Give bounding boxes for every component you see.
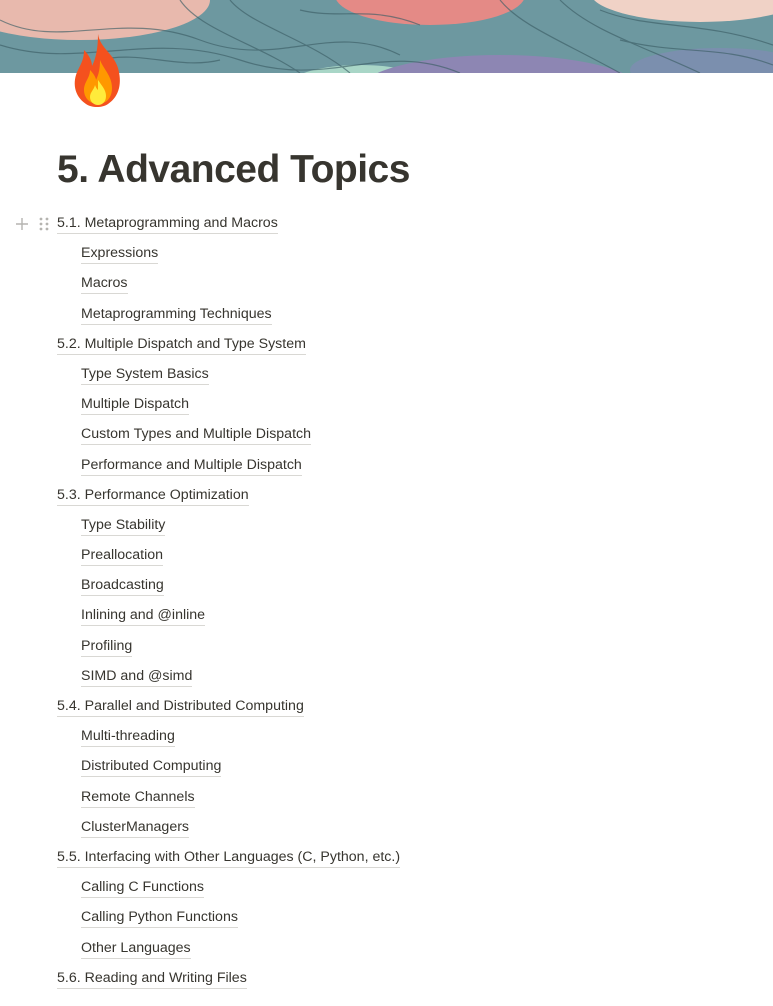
toc-heading-link[interactable]: 5.6. Reading and Writing Files xyxy=(57,969,247,989)
toc-heading-link[interactable]: 5.5. Interfacing with Other Languages (C, Python, etc.) xyxy=(57,848,400,868)
toc-subheading-link[interactable]: Remote Channels xyxy=(81,788,195,808)
toc-row xyxy=(0,299,773,329)
toc-row xyxy=(0,751,773,781)
toc-subheading-link[interactable]: SIMD and @simd xyxy=(81,667,192,687)
toc-row xyxy=(0,661,773,691)
toc-row xyxy=(0,691,773,721)
toc-heading-link[interactable]: 5.1. Metaprogramming and Macros xyxy=(57,214,278,234)
toc-row xyxy=(0,963,773,993)
toc-row xyxy=(0,540,773,570)
toc-heading-link[interactable]: 5.3. Performance Optimization xyxy=(57,486,249,506)
toc-subheading-link[interactable]: Metaprogramming Techniques xyxy=(81,305,272,325)
toc-row xyxy=(0,933,773,963)
toc-row xyxy=(0,480,773,510)
toc-row xyxy=(0,721,773,751)
toc-row xyxy=(0,359,773,389)
drag-handle-icon[interactable] xyxy=(38,216,50,232)
toc-subheading-link[interactable]: Calling Python Functions xyxy=(81,908,238,928)
toc-subheading-link[interactable]: Custom Types and Multiple Dispatch xyxy=(81,425,311,445)
toc-row xyxy=(0,208,773,238)
toc-subheading-link[interactable]: Macros xyxy=(81,274,128,294)
toc-row xyxy=(0,600,773,630)
fire-icon[interactable] xyxy=(62,30,134,112)
toc-row xyxy=(0,872,773,902)
plus-icon[interactable] xyxy=(14,216,30,232)
toc-subheading-link[interactable]: Distributed Computing xyxy=(81,757,221,777)
toc-heading-link[interactable]: 5.4. Parallel and Distributed Computing xyxy=(57,697,304,717)
toc-row xyxy=(0,238,773,268)
toc-row xyxy=(0,329,773,359)
toc-row xyxy=(0,902,773,932)
toc-subheading-link[interactable]: Inlining and @inline xyxy=(81,606,205,626)
toc-row xyxy=(0,842,773,872)
toc-subheading-link[interactable]: ClusterManagers xyxy=(81,818,189,838)
page-title[interactable]: 5. Advanced Topics xyxy=(57,148,410,191)
toc-row xyxy=(0,419,773,449)
toc-row xyxy=(0,450,773,480)
toc-row xyxy=(0,389,773,419)
toc-row xyxy=(0,268,773,298)
toc-row xyxy=(0,782,773,812)
toc-subheading-link[interactable]: Other Languages xyxy=(81,939,191,959)
toc-row xyxy=(0,510,773,540)
toc-subheading-link[interactable]: Multiple Dispatch xyxy=(81,395,189,415)
toc-subheading-link[interactable]: Multi-threading xyxy=(81,727,175,747)
table-of-contents xyxy=(0,208,773,993)
toc-subheading-link[interactable]: Type System Basics xyxy=(81,365,209,385)
toc-row xyxy=(0,570,773,600)
toc-subheading-link[interactable]: Profiling xyxy=(81,637,132,657)
toc-subheading-link[interactable]: Broadcasting xyxy=(81,576,164,596)
toc-row xyxy=(0,812,773,842)
toc-subheading-link[interactable]: Expressions xyxy=(81,244,158,264)
toc-row xyxy=(0,631,773,661)
toc-subheading-link[interactable]: Performance and Multiple Dispatch xyxy=(81,456,302,476)
toc-heading-link[interactable]: 5.2. Multiple Dispatch and Type System xyxy=(57,335,306,355)
toc-subheading-link[interactable]: Type Stability xyxy=(81,516,165,536)
toc-subheading-link[interactable]: Calling C Functions xyxy=(81,878,204,898)
toc-subheading-link[interactable]: Preallocation xyxy=(81,546,163,566)
